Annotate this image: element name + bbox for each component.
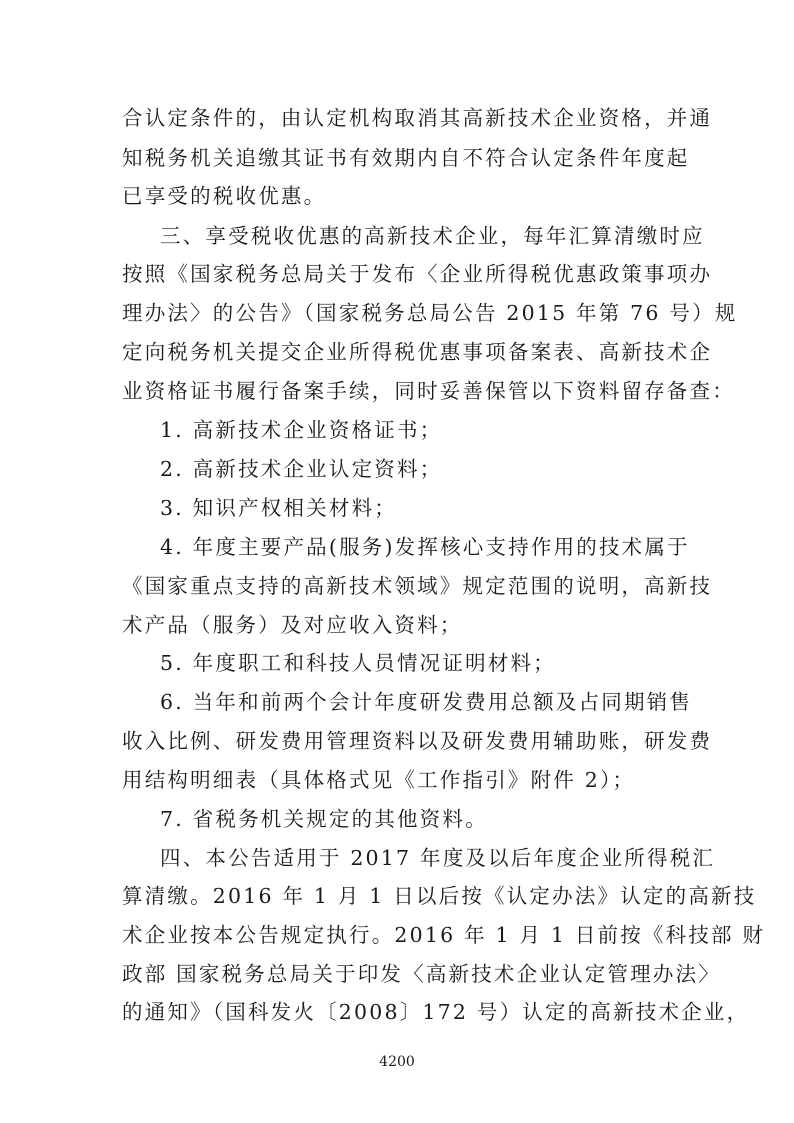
list-item: 1. 高新技术企业资格证书；	[160, 418, 443, 442]
list-item: 4. 年度主要产品(服务)发挥核心支持作用的技术属于	[160, 535, 690, 559]
body-line: 用结构明细表（具体格式见《工作指引》附件 2）；	[122, 768, 636, 792]
paragraph-start: 四、本公告适用于 2017 年度及以后年度企业所得税汇	[160, 846, 716, 870]
body-line: 定向税务机关提交企业所得税优惠事项备案表、高新技术企	[122, 340, 713, 364]
body-line: 《国家重点支持的高新技术领域》规定范围的说明，高新技	[122, 574, 713, 598]
body-line: 术企业按本公告规定执行。2016 年 1 月 1 日前按《科技部 财	[122, 923, 766, 947]
list-item: 3. 知识产权相关材料；	[160, 496, 397, 520]
body-line: 合认定条件的，由认定机构取消其高新技术企业资格，并通	[122, 106, 713, 130]
body-line: 政部 国家税务总局关于印发〈高新技术企业认定管理办法〉	[122, 962, 721, 986]
body-line: 按照《国家税务总局关于发布〈企业所得税优惠政策事项办	[122, 262, 713, 286]
body-line: 收入比例、研发费用管理资料以及研发费用辅助账，研发费	[122, 729, 713, 753]
body-line: 业资格证书履行备案手续，同时妥善保管以下资料留存备查：	[122, 379, 735, 403]
body-line: 理办法〉的公告》（国家税务总局公告 2015 年第 76 号）规	[122, 301, 738, 325]
paragraph-start: 三、享受税收优惠的高新技术企业，每年汇算清缴时应	[160, 224, 705, 248]
list-item: 5. 年度职工和科技人员情况证明材料；	[160, 651, 556, 675]
body-line: 已享受的税收优惠。	[122, 184, 327, 208]
list-item: 2. 高新技术企业认定资料；	[160, 457, 443, 481]
list-item: 6. 当年和前两个会计年度研发费用总额及占同期销售	[160, 690, 693, 714]
body-line: 的通知》（国科发火〔2008〕172 号）认定的高新技术企业，	[122, 1000, 750, 1024]
list-item: 7. 省税务机关规定的其他资料。	[160, 807, 488, 831]
body-line: 术产品（服务）及对应收入资料；	[122, 613, 463, 637]
body-line: 算清缴。2016 年 1 月 1 日以后按《认定办法》认定的高新技	[122, 884, 757, 908]
body-line: 知税务机关追缴其证书有效期内自不符合认定条件年度起	[122, 146, 690, 170]
page-number: 4200	[379, 1054, 415, 1070]
